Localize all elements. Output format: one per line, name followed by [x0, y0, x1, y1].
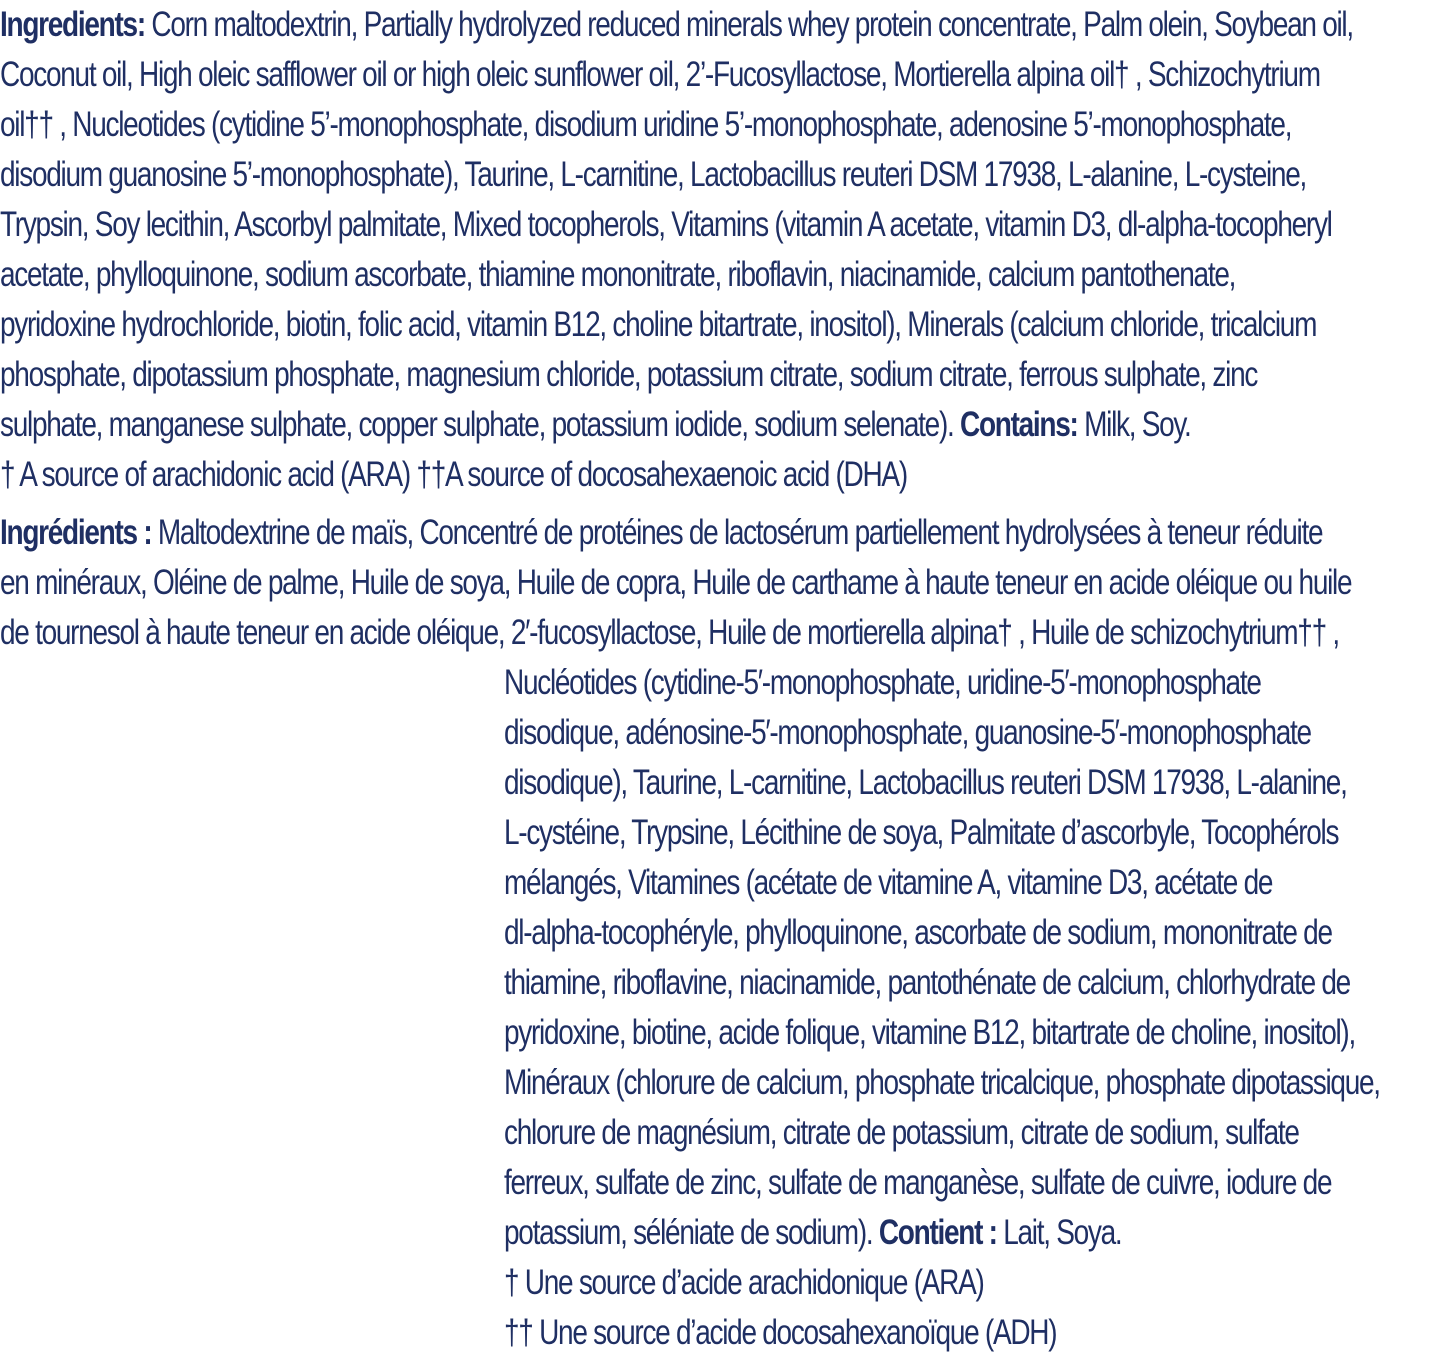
english-contains-heading: Contains: [960, 405, 1078, 444]
french-line-13: chlorure de magnésium, citrate de potassium, citrate de sodium, sulfate [504, 1113, 1299, 1152]
french-footnote-adh: †† Une source d’acide docosahexanoïque (ADH) [504, 1313, 1057, 1352]
french-line-14: ferreux, sulfate de zinc, sulfate de manganèse, sulfate de cuivre, iodure de [504, 1163, 1332, 1202]
french-line-11: pyridoxine, biotine, acide folique, vitamine B12, bitartrate de choline, inositol), [504, 1013, 1355, 1052]
english-contains-value: Milk, Soy. [1077, 405, 1191, 444]
english-line-2: Coconut oil, High oleic safflower oil or high oleic sunflower oil, 2’-Fucosyllactose, Mortierella alpina oil† , Schizochytrium [0, 55, 1320, 94]
french-text: Maltodextrine de maïs, Concentré de protéines de lactosérum partiellement hydrolysées à teneur réduite [151, 513, 1323, 552]
english-line-8: phosphate, dipotassium phosphate, magnesium chloride, potassium citrate, sodium citrate, ferrous sulphate, zinc [0, 355, 1258, 394]
french-text: potassium, séléniate de sodium). [504, 1213, 879, 1252]
english-line-1 [0, 0, 1353, 50]
french-line-6: disodique), Taurine, L-carnitine, Lactobacillus reuteri DSM 17938, L-alanine, [504, 763, 1347, 802]
english-ingredients-heading: Ingredients: [0, 5, 145, 44]
english-text: Corn maltodextrin, Partially hydrolyzed reduced minerals whey protein concentrate, Palm olein, Soybean oil, [144, 5, 1353, 44]
english-line-4: disodium guanosine 5’-monophosphate), Taurine, L-carnitine, Lactobacillus reuteri DSM 17938, L-alanine, L-cysteine, [0, 155, 1307, 194]
french-line-15 [504, 1208, 1121, 1258]
french-line-1 [0, 508, 1322, 558]
french-ingredients-heading: Ingrédients : [0, 513, 152, 552]
french-line-9: dl-alpha-tocophéryle, phylloquinone, ascorbate de sodium, mononitrate de [504, 913, 1332, 952]
french-contains-heading: Contient : [878, 1213, 997, 1252]
french-line-2: en minéraux, Oléine de palme, Huile de soya, Huile de copra, Huile de carthame à haute teneur en acide oléique ou huile [0, 563, 1352, 602]
french-line-10: thiamine, riboflavine, niacinamide, pantothénate de calcium, chlorhydrate de [504, 963, 1350, 1002]
french-line-4: Nucléotides (cytidine-5′-monophosphate, uridine-5′-monophosphate [504, 663, 1261, 702]
english-footnote: † A source of arachidonic acid (ARA) ††A source of docosahexaenoic acid (DHA) [0, 455, 907, 494]
french-line-5: disodique, adénosine-5′-monophosphate, guanosine-5′-monophosphate [504, 713, 1311, 752]
french-footnote-ara: † Une source d’acide arachidonique (ARA) [504, 1263, 984, 1302]
english-line-5: Trypsin, Soy lecithin, Ascorbyl palmitate, Mixed tocopherols, Vitamins (vitamin A acetate, vitamin D3, dl-alpha-tocopheryl [0, 205, 1332, 244]
english-text: sulphate, manganese sulphate, copper sulphate, potassium iodide, sodium selenate). [0, 405, 960, 444]
english-line-6: acetate, phylloquinone, sodium ascorbate, thiamine mononitrate, riboflavin, niacinamide, calcium pantothenate, [0, 255, 1236, 294]
english-line-9 [0, 400, 1191, 450]
french-line-12: Minéraux (chlorure de calcium, phosphate tricalcique, phosphate dipotassique, [504, 1063, 1380, 1102]
english-line-3: oil†† , Nucleotides (cytidine 5’-monophosphate, disodium uridine 5’-monophosphate, adenosine 5’-monophosphate, [0, 105, 1292, 144]
french-line-7: L-cystéine, Trypsine, Lécithine de soya, Palmitate d’ascorbyle, Tocophérols [504, 813, 1339, 852]
french-contains-value: Lait, Soya. [996, 1213, 1122, 1252]
french-line-8: mélangés, Vitamines (acétate de vitamine A, vitamine D3, acétate de [504, 863, 1273, 902]
french-line-3: de tournesol à haute teneur en acide oléique, 2′-fucosyllactose, Huile de mortierella alpina† , Huile de schizochytrium†† , [0, 613, 1339, 652]
english-line-7: pyridoxine hydrochloride, biotin, folic acid, vitamin B12, choline bitartrate, inositol), Minerals (calcium chloride, tricalcium [0, 305, 1317, 344]
